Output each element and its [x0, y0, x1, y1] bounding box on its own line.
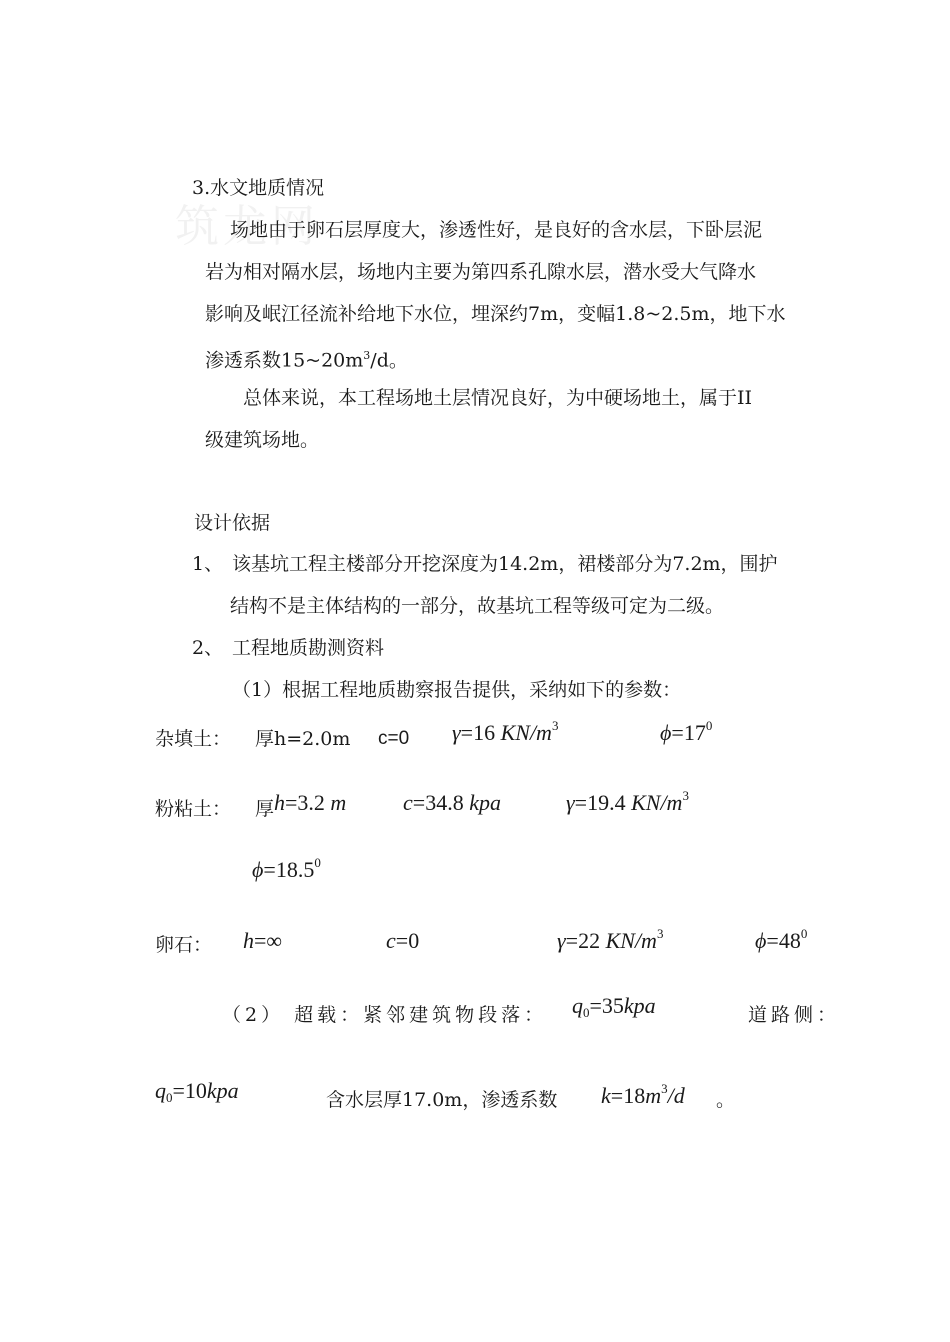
- gamma-symbol: γ: [452, 720, 461, 745]
- h-value: ∞: [266, 928, 283, 953]
- permeability-coefficient: [601, 1083, 685, 1109]
- summary-line-2: 级建筑场地。: [205, 429, 320, 451]
- gamma-unit: KN/m: [631, 790, 683, 815]
- degree-superscript: 0: [705, 718, 713, 733]
- cubic-superscript: 3: [682, 788, 689, 803]
- sub-item-1: （1）根据工程地质勘察报告提供，采纳如下的参数：: [232, 679, 682, 701]
- watermark: 筑龙网: [175, 201, 319, 252]
- h-symbol: h: [274, 790, 285, 815]
- phi-value: 48: [778, 928, 801, 953]
- equals-sign: =: [395, 928, 409, 953]
- gamma-unit: KN/m: [605, 928, 657, 953]
- summary-line-1: 总体来说，本工程场地土层情况良好，为中硬场地土，属于II: [243, 387, 753, 409]
- item2-title: 工程地质勘测资料: [232, 637, 385, 659]
- hydro-paragraph-line-3: 影响及岷江径流补给地下水位，埋深约7m，变幅1.8~2.5m，地下水: [205, 303, 786, 325]
- hydro-paragraph-line-2: 岩为相对隔水层，场地内主要为第四系孔隙水层，潜水受大气降水: [205, 261, 757, 283]
- equals-sign: =: [172, 1078, 185, 1103]
- gamma-value: 22: [578, 928, 601, 953]
- q-unit: kpa: [206, 1078, 239, 1103]
- q-value: 10: [184, 1078, 207, 1103]
- equals-sign: =: [412, 790, 426, 815]
- soil-fill-unit-weight: [452, 720, 558, 746]
- aquifer-text: 含水层厚17.0m，渗透系数: [326, 1089, 558, 1111]
- q-symbol: q: [572, 993, 583, 1018]
- cubic-superscript: 3: [656, 926, 664, 941]
- gamma-symbol: γ: [566, 790, 575, 815]
- equals-sign: =: [565, 928, 579, 953]
- soil-cobble-friction-angle: [755, 928, 807, 954]
- item1-number: 1、: [192, 553, 224, 575]
- c-value: 34.8: [425, 790, 464, 815]
- k-unit-tail: /d: [667, 1083, 685, 1108]
- soil-fill-friction-angle: [660, 720, 712, 746]
- soil-silty-clay-cohesion: [403, 790, 501, 816]
- section-heading-hydro: 3.水文地质情况: [192, 177, 325, 199]
- soil-silty-clay-label: 粉粘土：: [155, 798, 232, 820]
- equals-sign: =: [574, 790, 588, 815]
- c-symbol: c: [386, 928, 396, 953]
- hydro-paragraph-line-1: 场地由于卵石层厚度大，渗透性好，是良好的含水层，下卧层泥: [230, 219, 763, 241]
- equals-sign: =: [610, 1083, 624, 1108]
- soil-fill-cohesion: c=0: [378, 728, 410, 749]
- section-heading-design: 设计依据: [194, 512, 271, 534]
- c-unit: kpa: [469, 790, 501, 815]
- h-value: 3.2: [297, 790, 325, 815]
- h-unit: m: [330, 790, 347, 815]
- phi-symbol: ϕ: [755, 928, 767, 953]
- k-value: 18: [623, 1083, 646, 1108]
- q-unit: kpa: [623, 993, 656, 1018]
- soil-silty-clay-thickness-prefix: 厚: [255, 798, 275, 820]
- soil-fill-thickness: 厚h=2.0m: [255, 728, 351, 750]
- soil-cobble-label: 卵石：: [155, 934, 213, 956]
- c-symbol: c: [403, 790, 413, 815]
- soil-silty-clay-friction-angle: [252, 857, 321, 883]
- equals-sign: =: [285, 790, 298, 815]
- phi-value: 18.5: [275, 857, 315, 882]
- gamma-value: 16: [473, 720, 496, 745]
- k-symbol: k: [601, 1083, 611, 1108]
- equals-sign: =: [254, 928, 267, 953]
- cubic-superscript: 3: [363, 349, 371, 362]
- road-side-label: 道路侧：: [748, 1004, 841, 1026]
- surcharge-building-load: [572, 993, 656, 1019]
- degree-superscript: 0: [800, 926, 808, 941]
- soil-cobble-cohesion: [386, 928, 419, 954]
- soil-cobble-unit-weight: [557, 928, 663, 954]
- surcharge-label: （2） 超载：紧邻建筑物段落：: [222, 1004, 548, 1026]
- c-value: 0: [408, 928, 420, 953]
- k-unit: m: [645, 1083, 662, 1108]
- zero-subscript: 0: [166, 1090, 173, 1105]
- cubic-superscript: 3: [661, 1081, 668, 1096]
- soil-cobble-thickness: [243, 928, 282, 954]
- soil-silty-clay-thickness: [274, 790, 346, 816]
- permeability-unit: /d。: [370, 349, 408, 372]
- soil-fill-label: 杂填土：: [155, 728, 232, 750]
- surcharge-road-load: [155, 1078, 239, 1104]
- soil-silty-clay-unit-weight: [566, 790, 689, 816]
- equals-sign: =: [671, 720, 684, 745]
- gamma-unit: KN/m: [500, 720, 552, 745]
- item1-line-2: 结构不是主体结构的一部分，故基坑工程等级可定为二级。: [230, 595, 725, 617]
- degree-superscript: 0: [314, 855, 321, 870]
- equals-sign: =: [589, 993, 602, 1018]
- permeability-text: 渗透系数15~20m: [205, 349, 364, 372]
- gamma-symbol: γ: [557, 928, 566, 953]
- q-value: 35: [601, 993, 624, 1018]
- h-symbol: h: [243, 928, 254, 953]
- equals-sign: =: [460, 720, 474, 745]
- phi-value: 17: [683, 720, 706, 745]
- phi-symbol: ϕ: [252, 857, 264, 882]
- item1-line-1: 该基坑工程主楼部分开挖深度为14.2m，裙楼部分为7.2m，围护: [232, 553, 778, 575]
- phi-symbol: ϕ: [660, 720, 672, 745]
- gamma-value: 19.4: [587, 790, 626, 815]
- zero-subscript: 0: [583, 1005, 590, 1020]
- item2-number: 2、: [192, 637, 224, 659]
- q-symbol: q: [155, 1078, 166, 1103]
- hydro-paragraph-line-4: [205, 344, 408, 372]
- end-mark: 。: [716, 1089, 736, 1111]
- cubic-superscript: 3: [551, 718, 559, 733]
- equals-sign: =: [766, 928, 779, 953]
- equals-sign: =: [263, 857, 276, 882]
